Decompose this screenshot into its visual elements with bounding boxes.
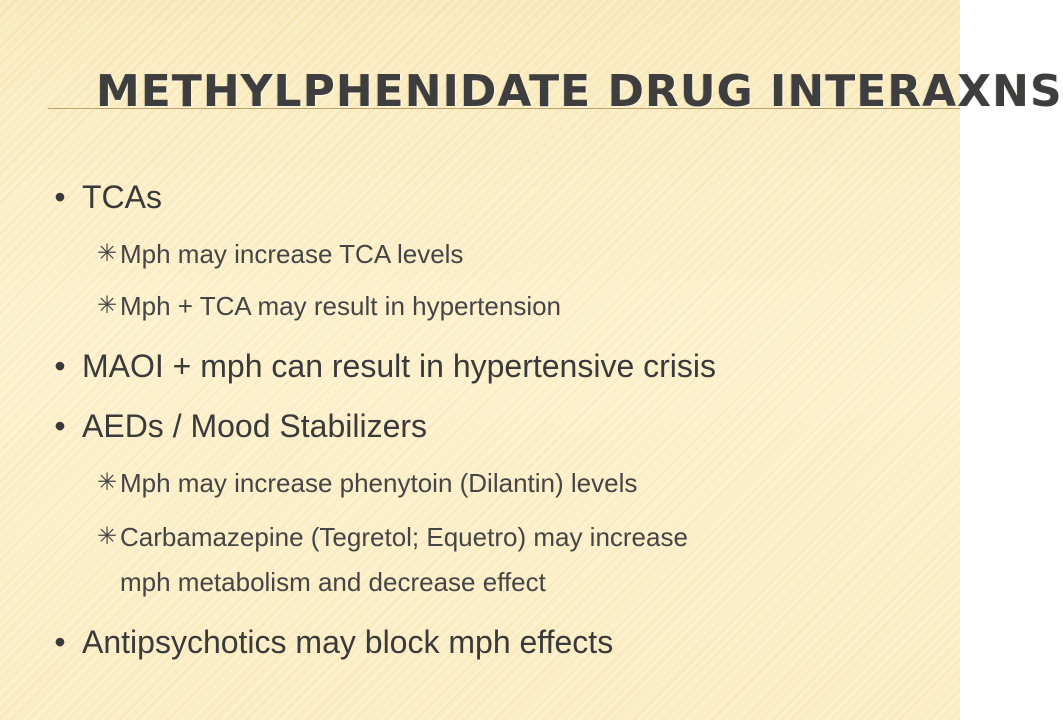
list-item-text: Mph + TCA may result in hypertension <box>120 291 562 321</box>
bullet-dot-icon: • <box>54 179 66 215</box>
slide-title: METHYLPHENIDATE DRUG INTERAXNS <box>96 66 1063 117</box>
asterisk-bullet-icon: ✳ <box>96 292 118 319</box>
bullet-dot-icon: • <box>54 408 66 444</box>
list-item-text: Antipsychotics may block mph effects <box>82 624 614 660</box>
asterisk-bullet-icon: ✳ <box>96 240 118 267</box>
list-item-text: Carbamazepine (Tegretol; Equetro) may increase <box>120 522 688 552</box>
asterisk-bullet-icon: ✳ <box>96 523 118 550</box>
asterisk-bullet-icon: ✳ <box>96 469 118 496</box>
list-item-text: mph metabolism and decrease effect <box>120 567 546 597</box>
bullet-dot-icon: • <box>54 348 66 384</box>
list-item-text: MAOI + mph can result in hypertensive crisis <box>82 348 717 384</box>
list-item-text: Mph may increase TCA levels <box>120 239 464 269</box>
list-item-text: TCAs <box>82 179 162 215</box>
list-item-text: Mph may increase phenytoin (Dilantin) levels <box>120 468 638 498</box>
list-item-text: AEDs / Mood Stabilizers <box>82 408 428 444</box>
bullet-dot-icon: • <box>54 624 66 660</box>
